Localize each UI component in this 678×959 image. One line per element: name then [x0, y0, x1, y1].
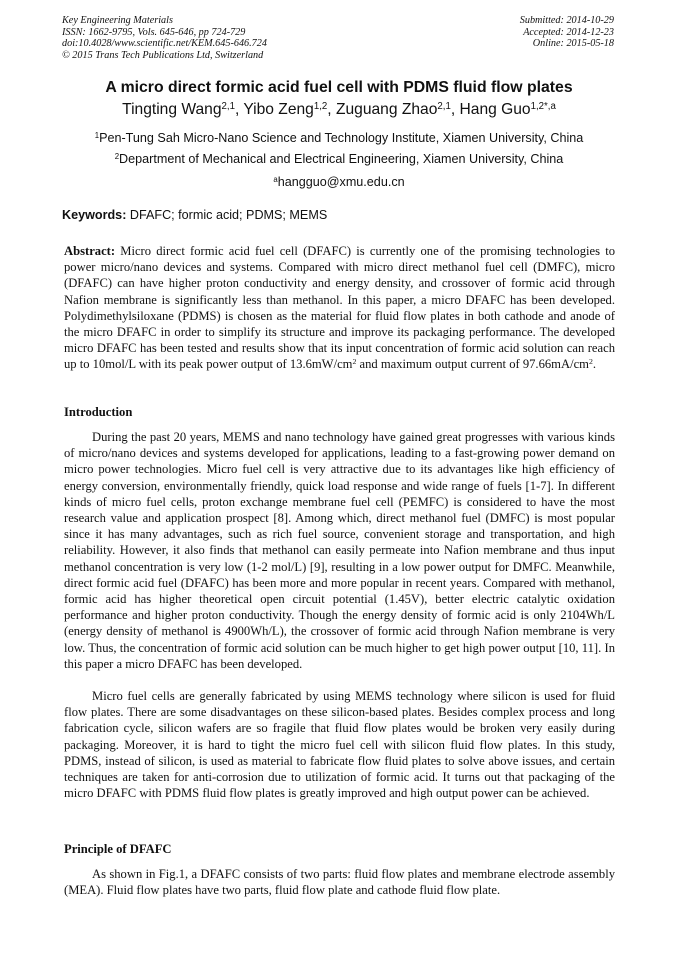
contact-email	[0, 175, 678, 189]
affiliation-text: Pen-Tung Sah Micro-Nano Science and Technology Institute, Xiamen University, China	[99, 131, 584, 145]
keywords-text: DFAFC; formic acid; PDMS; MEMS	[126, 208, 328, 222]
author-separator: ,	[327, 101, 336, 118]
email-text: hangguo@xmu.edu.cn	[277, 175, 405, 189]
principle-heading: Principle of DFAFC	[64, 842, 172, 856]
author-affiliation-sup: 2,1	[221, 100, 235, 112]
author-affiliation-sup: 1,2*,a	[530, 100, 556, 112]
doi-line: doi:10.4028/www.scientific.net/KEM.645-646.724	[62, 38, 267, 50]
abstract-paragraph	[64, 243, 615, 375]
affiliation-marker: 2	[114, 151, 120, 161]
author-affiliation-sup: 1,2	[313, 100, 328, 112]
submitted-date: Submitted: 2014-10-29	[519, 15, 614, 26]
abstract-label: Abstract:	[64, 244, 116, 258]
submission-dates	[520, 15, 614, 50]
keywords-line	[62, 208, 327, 222]
affiliation-1	[0, 131, 678, 145]
author-separator: ,	[450, 101, 460, 118]
introduction-paragraph-1: During the past 20 years, MEMS and nano technology have gained great progresses with various kinds of micro/nano devices and systems developed for applications, leading to a fast-growing power demand on micro power technologies. Micro fuel cell is very attractive due to its advantages like high efficiency of energy conversion, environmentally friendly, quick load response and wide range of fuels [1-7]. In different kinds of micro fuel cells, proton exchange membrane fuel cell (PEMFC) is considered to have the most research value and application prospect [8]. Among which, direct methanol fuel (DMFC) is most popular since it has many advantages, such as rich fuel source, convenient storage and transportation, and high reliability. However, it also finds that methanol can easily permeate into Nafion membrane and thus input methanol concentration is very low (1-2 mol/L) [9], resulting in a low power output for DMFC. Meanwhile, direct formic acid fuel (DFAFC) has been more and more popular in recent years. Compared with methanol, formic acid has higher theoretical open circuit potential (1.45V), better electric catalytic oxidation performance and higher proton conductivity. Though the energy density of formic acid is only 2104Wh/L (energy density of methanol is 4900Wh/L), the crossover of formic acid through Nafion membrane is very low. Thus, the concentration of formic acid solution can be much higher to get high power output [10, 11]. In this paper a micro DFAFC has been developed.	[64, 430, 615, 671]
copyright-line: © 2015 Trans Tech Publications Ltd, Switzerland	[62, 49, 264, 61]
journal-info	[62, 15, 267, 61]
abstract-text: .	[592, 357, 597, 372]
online-date: Online: 2015-05-18	[532, 38, 614, 50]
author-name: Yibo Zeng	[243, 101, 314, 118]
author-list	[0, 101, 678, 119]
unit-exponent: 2	[588, 357, 593, 367]
paper-title: A micro direct formic acid fuel cell with PDMS fluid flow plates	[105, 79, 573, 96]
author-separator: ,	[234, 101, 244, 118]
author-name: Zuguang Zhao	[335, 101, 438, 118]
introduction-heading: Introduction	[64, 405, 133, 419]
unit-exponent: 2	[352, 357, 357, 367]
author-name: Tingting Wang	[122, 101, 222, 118]
keywords-label: Keywords:	[62, 208, 127, 222]
introduction-paragraph-2: Micro fuel cells are generally fabricated by using MEMS technology where silicon is used for fluid flow plates. There are some disadvantages on these silicon-based plates. Besides complex process and long fabrication cycle, silicon wafers are so fragile that fluid flow plates would be broken very easily during packaging. Moreover, it is hard to tight the micro fuel cell with silicon fluid flow plates. In this study, PDMS, instead of silicon, is used as material to fabricate flow fluid plates to solve above issues, and certain techniques are taken for anti-corrosion due to utilization of formic acid. It turns out that packaging of the micro DFAFC with PDMS fluid flow plates is greatly improved and high output power can be achieved.	[64, 689, 615, 801]
principle-paragraph: As shown in Fig.1, a DFAFC consists of two parts: fluid flow plates and membrane electrode assembly (MEA). Fluid flow plates have two parts, fluid flow plate and cathode fluid flow plate.	[64, 867, 615, 898]
accepted-date: Accepted: 2014-12-23	[523, 26, 614, 38]
author-affiliation-sup: 2,1	[437, 100, 451, 112]
affiliation-marker: 1	[94, 130, 100, 140]
abstract-text: Micro direct formic acid fuel cell (DFAFC) is currently one of the promising technologies to power micro/nano devices and systems. Compared with micro direct methanol fuel cell (DMFC), micro (DFAFC) can have higher proton conductivity and energy density, and crossover of formic acid through Nafion membrane is significantly less than methanol. In this paper, a micro DFAFC has been developed. Polydimethylsiloxane (PDMS) is chosen as the material for fluid flow plates in both cathode and anode of the micro DFAFC in order to simplify its structure and improve its packaging performance. The developed micro DFAFC has been tested and results show that its input concentration of formic acid solution can reach up to 10mol/L with its peak power output of 13.6mW/cm	[64, 244, 615, 372]
abstract-text: and maximum output current of 97.66mA/cm	[356, 357, 589, 372]
journal-name: Key Engineering Materials	[62, 15, 173, 26]
issn-line: ISSN: 1662-9795, Vols. 645-646, pp 724-729	[62, 26, 246, 38]
affiliation-marker: a	[273, 174, 278, 184]
author-name: Hang Guo	[459, 101, 531, 118]
affiliation-2	[0, 152, 678, 166]
affiliation-text: Department of Mechanical and Electrical Engineering, Xiamen University, China	[119, 152, 564, 166]
